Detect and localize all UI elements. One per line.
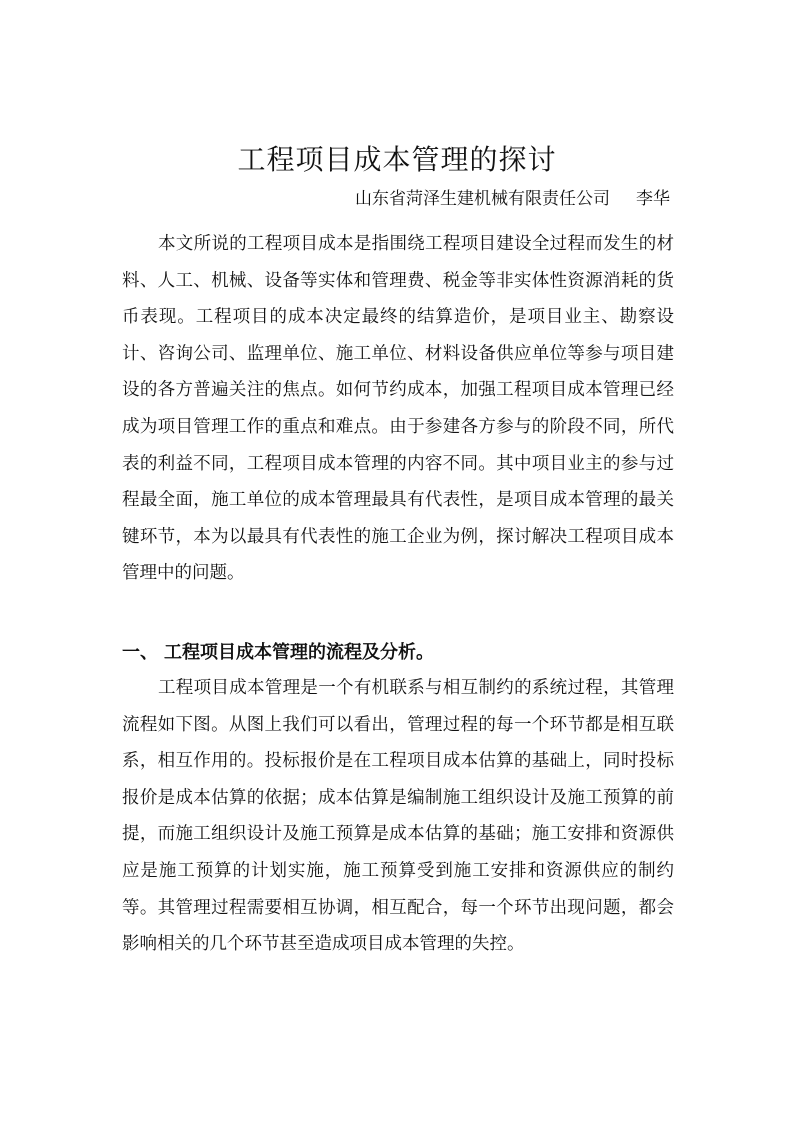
- intro-paragraph: 本文所说的工程项目成本是指围绕工程项目建设全过程而发生的材料、人工、机械、设备等实体和管理费、税金等非实体性资源消耗的货币表现。工程项目的成本决定最终的结算造价，是项目业主、勘察设计、咨询公司、监理单位、施工单位、材料设备供应单位等参与项目建设的各方普遍关注的焦点。如何节约成本，加强工程项目成本管理已经成为项目管理工作的重点和难点。由于参建各方参与的阶段不同，所代表的利益不同，工程项目成本管理的内容不同。其中项目业主的参与过程最全面，施工单位的成本管理最具有代表性，是项目成本管理的最关键环节，本为以最具有代表性的施工企业为例，探讨解决工程项目成本管理中的问题。: [122, 234, 674, 584]
- author-organization: 山东省菏泽生建机械有限责任公司: [355, 189, 610, 209]
- section-paragraph: 工程项目成本管理是一个有机联系与相互制约的系统过程，其管理流程如下图。从图上我们可以看出，管理过程的每一个环节都是相互联系，相互作用的。投标报价是在工程项目成本估算的基础上，同时投标报价是成本估算的依据；成本估算是编制施工组织设计及施工预算的前提，而施工组织设计及施工预算是成本估算的基础；施工安排和资源供应是施工预算的计划实施，施工预算受到施工安排和资源供应的制约等。其管理过程需要相互协调，相互配合，每一个环节出现问题，都会影响相关的几个环节甚至造成项目成本管理的失控。: [122, 678, 674, 955]
- document-title: 工程项目成本管理的探讨: [237, 143, 557, 176]
- byline: [355, 186, 670, 212]
- author-name: 李华: [636, 189, 670, 209]
- section-number: 一、: [122, 642, 158, 663]
- section-heading: [122, 640, 434, 666]
- section-heading-text: 工程项目成本管理的流程及分析。: [164, 642, 434, 663]
